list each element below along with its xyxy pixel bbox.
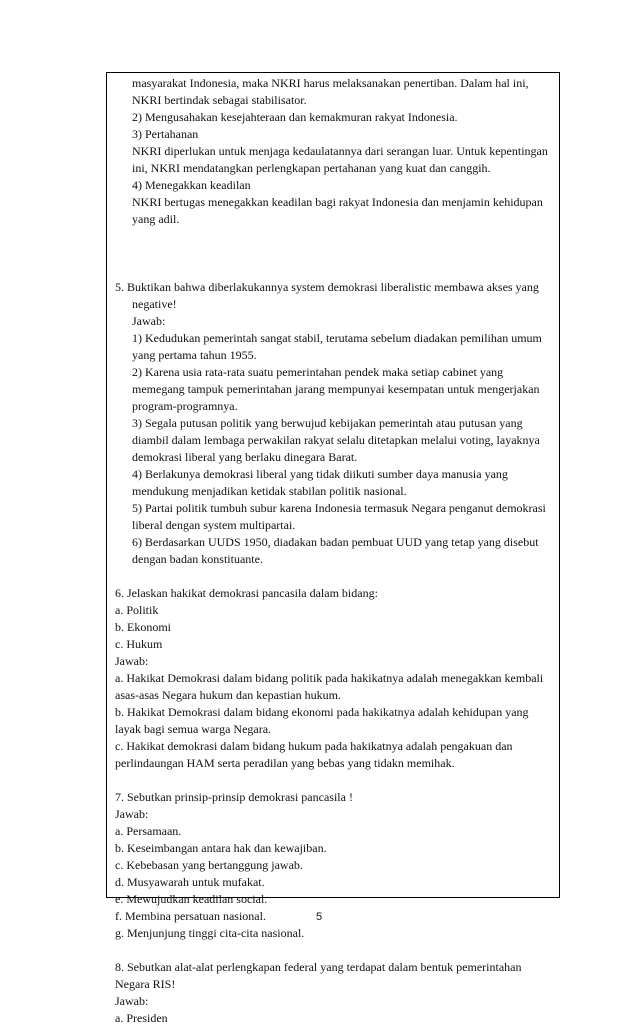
document-frame <box>106 72 560 1025</box>
answer-item: e. Mewujudkan keadilan social. <box>115 892 268 906</box>
answer-item: b. Keseimbangan antara hak dan kewajiban. <box>115 841 327 855</box>
answer-label: Jawab: <box>115 807 149 821</box>
answer-item: 5) Partai politik tumbuh subur karena Indonesia termasuk Negara penganut demokrasi liberal dengan system multipartai. <box>132 501 546 532</box>
page-number: 5 <box>315 911 323 923</box>
answer-item: 3) Segala putusan politik yang berwujud kebijakan pemerintah atau putusan yang diambil dalam lembaga perwakilan rakyat selalu ditetapkan melalui voting, layaknya demokrasi liberal yang berlaku dinegara Barat. <box>132 416 540 464</box>
answer-item: c. Kebebasan yang bertanggung jawab. <box>115 858 303 872</box>
answer-item: 6) Berdasarkan UUDS 1950, diadakan badan pembuat UUD yang tetap yang disebut dengan badan konstituante. <box>132 535 539 566</box>
answer-item: c. Hakikat demokrasi dalam bidang hukum pada hakikatnya adalah pengakuan dan perlindaungan HAM serta peradilan yang bebas yang tidakn memihak. <box>115 739 513 770</box>
question-7: 7. Sebutkan prinsip-prinsip demokrasi pancasila ! <box>115 790 353 804</box>
question-8: 8. Sebutkan alat-alat perlengkapan federal yang terdapat dalam bentuk pemerintahan Negara RIS! <box>115 960 522 991</box>
answer-item: g. Menjunjung tinggi cita-cita nasional. <box>115 926 305 940</box>
answer-label: Jawab: <box>115 994 149 1008</box>
paragraph: 3) Pertahanan <box>132 127 199 141</box>
paragraph: 4) Menegakkan keadilan <box>132 178 251 192</box>
answer-item: a. Presiden <box>115 1011 168 1025</box>
answer-item: d. Musyawarah untuk mufakat. <box>115 875 265 889</box>
answer-item: 2) Karena usia rata-rata suatu pemerintahan pendek maka setiap cabinet yang memegang tampuk pemerintahan jarang mempunyai kesempatan untuk mengerjakan program-programnya. <box>132 365 540 413</box>
spacer <box>115 942 555 959</box>
paragraph: masyarakat Indonesia, maka NKRI harus melaksanakan penertiban. Dalam hal ini, NKRI bertindak sebagai stabilisator. <box>132 76 529 107</box>
paragraph: 2) Mengusahakan kesejahteraan dan kemakmuran rakyat Indonesia. <box>132 110 458 124</box>
question-item: b. Ekonomi <box>115 620 171 634</box>
answer-item: f. Membina persatuan nasional. <box>115 909 266 923</box>
question-item: a. Politik <box>115 603 159 617</box>
paragraph: NKRI bertugas menegakkan keadilan bagi rakyat Indonesia dan menjamin kehidupan yang adil. <box>132 195 543 226</box>
question-6: 6. Jelaskan hakikat demokrasi pancasila dalam bidang: <box>115 586 378 600</box>
spacer <box>115 228 555 279</box>
answer-item: a. Persamaan. <box>115 824 182 838</box>
document-content <box>115 75 555 1027</box>
answer-item: a. Hakikat Demokrasi dalam bidang politik pada hakikatnya adalah menegakkan kembali asas-asas Negara hukum dan kepastian hukum. <box>115 671 544 702</box>
answer-item: b. Hakikat Demokrasi dalam bidang ekonomi pada hakikatnya adalah kehidupan yang layak bagi semua warga Negara. <box>115 705 529 736</box>
question-5: 5. Buktikan bahwa diberlakukannya system demokrasi liberalistic membawa akses yang negative! <box>115 280 539 311</box>
answer-item: 1) Kedudukan pemerintah sangat stabil, terutama sebelum diadakan pemilihan umum yang pertama tahun 1955. <box>132 331 542 362</box>
paragraph: NKRI diperlukan untuk menjaga kedaulatannya dari serangan luar. Untuk kepentingan ini, NKRI mendatangkan perlengkapan pertahanan yang kuat dan canggih. <box>132 144 548 175</box>
spacer <box>115 568 555 585</box>
answer-label: Jawab: <box>115 654 149 668</box>
question-item: c. Hukum <box>115 637 163 651</box>
spacer <box>115 772 555 789</box>
answer-item: 4) Berlakunya demokrasi liberal yang tidak diikuti sumber daya manusia yang mendukung menjadikan ketidak stabilan politik nasional. <box>132 467 508 498</box>
answer-label: Jawab: <box>132 314 166 328</box>
